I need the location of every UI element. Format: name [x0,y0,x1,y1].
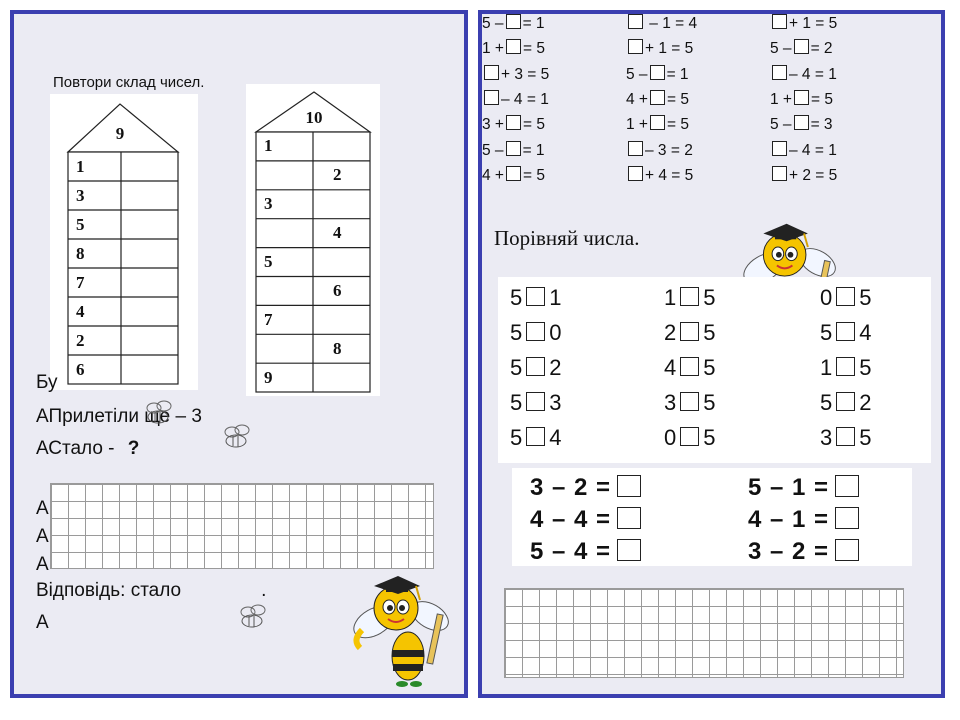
equation-item: – 4 = 1 [482,90,549,109]
small-bee-icon-2 [220,422,254,452]
equation-item: 1 + = 5 [770,90,833,108]
house-cell-left: 6 [76,359,85,379]
compare-item: 5 2 [820,390,872,415]
equation-item: + 1 = 5 [770,14,837,33]
task-line-1: Бу [36,372,58,393]
answer-box[interactable] [506,14,521,29]
answer-box[interactable] [506,141,521,156]
equation-item: – 4 = 1 [770,65,837,84]
subtraction-item: 3 – 2 = [748,538,861,566]
house-cell-left: 4 [76,301,85,321]
answer-box[interactable] [772,14,787,29]
compare-sign-box[interactable] [836,427,855,446]
equation-item: 1 + = 5 [482,40,545,58]
stray-letter-3: А [36,554,49,575]
subtraction-item: 5 – 4 = [530,538,643,566]
house-cell-left: 2 [76,330,85,350]
house-cell-left: 7 [264,309,273,329]
compare-item: 5 4 [820,320,872,345]
stray-letter-1: А [36,498,49,519]
result-box[interactable] [835,475,859,497]
answer-box[interactable] [772,141,787,156]
left-worksheet-panel [10,10,468,698]
compare-item: 0 5 [664,425,716,450]
task-line-last: А [36,612,49,633]
compare-item: 5 2 [510,355,562,380]
compare-sign-box[interactable] [526,322,545,341]
answer-box[interactable] [484,90,499,105]
number-house-9 [50,94,198,390]
answer-box[interactable] [484,65,499,80]
answer-box[interactable] [794,90,809,105]
compare-item: 5 3 [510,390,562,415]
compare-title: Порівняй числа. [494,226,640,250]
answer-box[interactable] [650,90,665,105]
answer-box[interactable] [628,14,643,29]
bee-graduate-icon-left [346,570,456,694]
task-line-2: АПрилетіли ще – 3 [36,406,202,427]
result-box[interactable] [617,507,641,529]
answer-grid-right[interactable] [504,588,904,678]
equation-item: 3 + = 5 [482,116,545,134]
equation-item: 5 – = 2 [770,40,833,58]
answer-line: Відповідь: стало . [36,580,267,601]
house-cell-right: 6 [333,280,342,300]
answer-box[interactable] [506,166,521,181]
house-cell-left: 3 [264,194,273,214]
compare-item: 4 5 [664,355,716,380]
equation-item: 4 + = 5 [626,90,689,108]
house-cell-left: 5 [264,252,273,272]
compare-exercise [498,277,931,463]
house-cell-right: 4 [333,223,342,243]
house-cell-right: 2 [333,165,342,185]
stray-letter-2: А [36,526,49,547]
subtraction-item: 3 – 2 = [530,474,643,502]
answer-box[interactable] [772,166,787,181]
small-bee-icon-1 [142,398,176,428]
result-box[interactable] [835,507,859,529]
compare-sign-box[interactable] [526,287,545,306]
compare-item: 3 5 [664,390,716,415]
equation-item: + 2 = 5 [770,166,837,185]
compare-sign-box[interactable] [836,357,855,376]
result-box[interactable] [835,539,859,561]
house-cell-left: 7 [76,272,85,292]
house-cell-left: 1 [264,136,273,156]
compare-item: 2 5 [664,320,716,345]
compare-sign-box[interactable] [526,427,545,446]
subtraction-item: 4 – 1 = [748,506,861,534]
compare-sign-box[interactable] [526,357,545,376]
compare-sign-box[interactable] [836,287,855,306]
equation-item: – 3 = 2 [626,141,693,160]
answer-box[interactable] [794,39,809,54]
answer-box[interactable] [650,65,665,80]
compare-item: 5 0 [510,320,562,345]
compare-sign-box[interactable] [680,427,699,446]
small-bee-icon-3 [236,602,270,632]
answer-grid-left[interactable] [50,483,434,569]
house-cell-right: 8 [333,338,342,358]
answer-box[interactable] [772,65,787,80]
subtraction-item: 4 – 4 = [530,506,643,534]
house-cell-left: 3 [76,185,85,205]
result-box[interactable] [617,475,641,497]
compare-sign-box[interactable] [680,322,699,341]
compare-item: 5 1 [510,285,562,310]
task-line-3: АСтало - ? [36,438,140,459]
equation-item: 5 – = 1 [482,15,545,32]
answer-box[interactable] [628,141,643,156]
compare-item: 3 5 [820,425,872,450]
answer-box[interactable] [650,115,665,130]
subtraction-exercise [512,468,912,566]
compare-sign-box[interactable] [836,322,855,341]
equation-item: – 4 = 1 [770,141,837,160]
house-10-peak: 10 [305,108,323,127]
equation-item: 1 + = 5 [626,116,689,134]
compare-sign-box[interactable] [836,392,855,411]
answer-box[interactable] [628,39,643,54]
house-cell-left: 1 [76,156,85,176]
answer-box[interactable] [506,115,521,130]
answer-box[interactable] [628,166,643,181]
compare-item: 5 4 [510,425,562,450]
house-cell-left: 9 [264,367,273,387]
house-cell-left: 5 [76,214,85,234]
compare-sign-box[interactable] [526,392,545,411]
number-house-10 [246,84,380,396]
compare-sign-box[interactable] [680,392,699,411]
compare-item: 0 5 [820,285,872,310]
equation-item: 5 – = 1 [626,65,689,83]
subtraction-item: 5 – 1 = [748,474,861,502]
compare-item: 1 5 [664,285,716,310]
compare-sign-box[interactable] [680,287,699,306]
equation-item: 5 – = 1 [482,141,545,159]
right-worksheet-panel [478,10,945,698]
house-10-frame [246,84,380,396]
house-cell-left: 8 [76,243,85,263]
equation-item: + 4 = 5 [626,166,693,185]
equation-item: 4 + = 5 [482,166,545,184]
equation-item: + 3 = 5 [482,65,549,84]
house-9-peak: 9 [115,124,125,143]
compare-sign-box[interactable] [680,357,699,376]
equation-item: 5 – = 3 [770,116,833,134]
answer-box[interactable] [506,39,521,54]
composition-title: Повтори склад чисел. [53,74,205,91]
compare-item: 1 5 [820,355,872,380]
equation-item: + 1 = 5 [626,39,693,58]
answer-box[interactable] [794,115,809,130]
equation-item: – 1 = 4 [626,14,697,33]
result-box[interactable] [617,539,641,561]
